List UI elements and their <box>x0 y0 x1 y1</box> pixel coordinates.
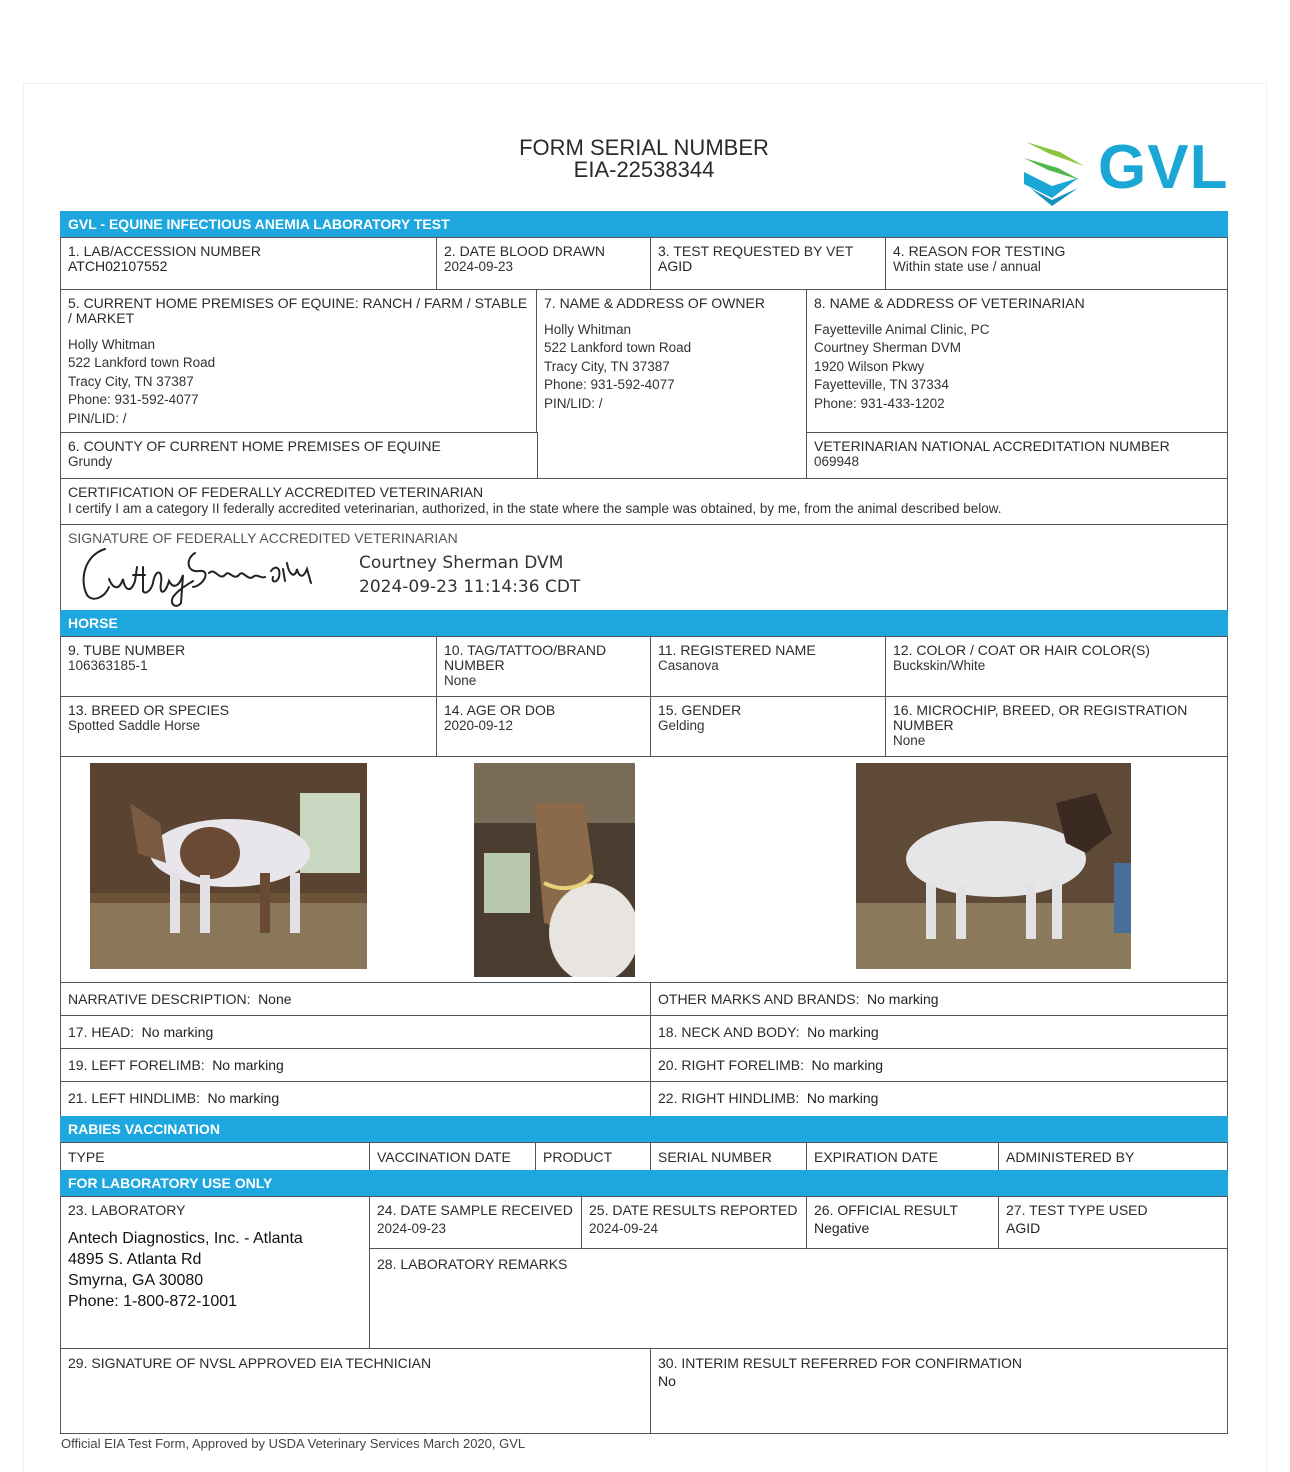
field-value: No <box>658 1373 676 1389</box>
field-label: 19. LEFT FORELIMB: <box>68 1057 205 1073</box>
field-label: 16. MICROCHIP, BREED, OR REGISTRATION NUMBER <box>893 702 1188 733</box>
field-value: AGID <box>658 258 693 274</box>
field-label: OTHER MARKS AND BRANDS: <box>658 991 860 1007</box>
address-line: Tracy City, TN 37387 <box>68 373 194 389</box>
section-rabies: RABIES VACCINATION <box>60 1116 1228 1142</box>
field-value: No marking <box>212 1057 284 1073</box>
field-label: 30. INTERIM RESULT REFERRED FOR CONFIRMATION <box>658 1355 1023 1371</box>
field-registered-name <box>650 636 887 698</box>
handwritten-signature <box>75 539 345 611</box>
field-label: 3. TEST REQUESTED BY VET <box>658 243 854 259</box>
field-value: None <box>258 991 292 1007</box>
field-right-forelimb <box>650 1048 1228 1083</box>
field-other-marks <box>650 982 1228 1017</box>
address-line: Fayetteville Animal Clinic, PC <box>814 322 990 337</box>
field-date-received <box>369 1196 583 1250</box>
address-line: Fayetteville, TN 37334 <box>814 377 949 393</box>
field-label: 5. CURRENT HOME PREMISES OF EQUINE: RANCH / FARM / STABLE / MARKET <box>68 295 528 326</box>
field-breed <box>60 696 438 758</box>
signature-block <box>60 524 1228 612</box>
field-reason-testing <box>885 237 1228 291</box>
rabies-col-vaccination-date <box>369 1142 537 1171</box>
field-left-hindlimb <box>60 1081 652 1117</box>
serial-number: EIA-22538344 <box>573 157 715 182</box>
field-value: Buckskin/White <box>893 658 986 673</box>
horse-photos <box>60 756 1228 984</box>
field-value: No marking <box>141 1024 214 1040</box>
premises-address <box>68 336 530 428</box>
field-label: 21. LEFT HINDLIMB: <box>68 1090 201 1106</box>
field-label: 15. GENDER <box>658 702 742 718</box>
field-date-reported <box>581 1196 808 1250</box>
field-test-requested <box>650 237 887 291</box>
footer-note: Official EIA Test Form, Approved by USDA Veterinary Services March 2020, GVL <box>61 1436 526 1451</box>
rabies-col-expiration <box>806 1142 1000 1171</box>
field-technician-signature <box>60 1348 652 1434</box>
signature-label: SIGNATURE OF FEDERALLY ACCREDITED VETERINARIAN <box>68 530 458 546</box>
field-value: 106363185-1 <box>68 658 148 673</box>
field-value: No marking <box>207 1090 280 1106</box>
field-value: 2024-09-24 <box>589 1221 659 1236</box>
field-gender <box>650 696 887 758</box>
field-label: 13. BREED OR SPECIES <box>68 702 230 718</box>
field-color <box>885 636 1228 698</box>
field-label: 12. COLOR / COAT OR HAIR COLOR(S) <box>893 642 1150 658</box>
horse-photo-center <box>474 763 635 977</box>
field-left-forelimb <box>60 1048 652 1083</box>
field-value: No marking <box>806 1090 879 1106</box>
field-label: 28. LABORATORY REMARKS <box>377 1256 568 1272</box>
field-label: 9. TUBE NUMBER <box>68 642 186 658</box>
field-value: Grundy <box>68 454 113 469</box>
rabies-col-serial <box>650 1142 808 1171</box>
field-value: Negative <box>814 1220 870 1236</box>
field-lab-accession <box>60 237 438 291</box>
address-line: Tracy City, TN 37387 <box>544 358 670 374</box>
field-value: 069948 <box>814 454 860 469</box>
address-line: 522 Lankford town Road <box>544 340 692 356</box>
address-line: Smyrna, GA 30080 <box>68 1272 204 1289</box>
field-label: 1. LAB/ACCESSION NUMBER <box>68 243 261 259</box>
address-line: 522 Lankford town Road <box>68 355 216 371</box>
field-value: ATCH02107552 <box>68 258 168 274</box>
form-serial-block <box>430 137 858 181</box>
field-label: 20. RIGHT FORELIMB: <box>658 1057 804 1073</box>
field-interim-result <box>650 1348 1228 1434</box>
field-accreditation <box>806 432 1228 480</box>
field-narrative <box>60 982 652 1017</box>
certification-text: I certify I am a category II federally accredited veterinarian, authorized, in the state where the sample was obtained, by me, from the animal described below. <box>68 501 1002 516</box>
address-line: Phone: 931-433-1202 <box>814 395 945 411</box>
field-label: 22. RIGHT HINDLIMB: <box>658 1090 800 1106</box>
certification <box>60 478 1228 526</box>
field-owner <box>536 289 808 480</box>
field-value: 2024-09-23 <box>444 259 514 274</box>
field-value: AGID <box>1006 1220 1041 1236</box>
signature-stamp <box>359 551 580 599</box>
field-date-blood-drawn <box>436 237 652 291</box>
field-label: 10. TAG/TATTOO/BRAND NUMBER <box>444 642 607 673</box>
address-line: Antech Diagnostics, Inc. - Atlanta <box>68 1230 303 1247</box>
field-label: VETERINARIAN NATIONAL ACCREDITATION NUMBER <box>814 438 1170 454</box>
column-header: VACCINATION DATE <box>377 1149 511 1165</box>
field-value: 2020-09-12 <box>444 718 514 733</box>
field-label: 6. COUNTY OF CURRENT HOME PREMISES OF EQUINE <box>68 438 441 454</box>
field-value: No marking <box>811 1057 884 1073</box>
field-value: Spotted Saddle Horse <box>68 718 201 733</box>
column-header: TYPE <box>68 1149 105 1165</box>
field-microchip <box>885 696 1228 758</box>
column-header: PRODUCT <box>543 1149 613 1165</box>
column-header: EXPIRATION DATE <box>814 1149 938 1165</box>
address-line: Holly Whitman <box>544 322 632 337</box>
signature-timestamp: 2024-09-23 11:14:36 CDT <box>359 577 581 597</box>
field-label: 27. TEST TYPE USED <box>1006 1202 1148 1218</box>
field-label: 4. REASON FOR TESTING <box>893 243 1066 259</box>
gvl-logo-icon <box>1020 136 1086 206</box>
column-header: ADMINISTERED BY <box>1006 1149 1135 1165</box>
field-head <box>60 1015 652 1050</box>
field-value: Casanova <box>658 658 719 673</box>
column-header: SERIAL NUMBER <box>658 1149 772 1165</box>
field-label: 23. LABORATORY <box>68 1202 186 1218</box>
field-label: 8. NAME & ADDRESS OF VETERINARIAN <box>814 295 1085 311</box>
field-right-hindlimb <box>650 1081 1228 1117</box>
address-line: Phone: 931-592-4077 <box>68 392 199 408</box>
field-official-result <box>806 1196 1000 1250</box>
address-line: 4895 S. Atlanta Rd <box>68 1251 202 1268</box>
field-value: None <box>444 673 477 688</box>
field-tube-number <box>60 636 438 698</box>
vet-address <box>814 321 1220 413</box>
field-label: 29. SIGNATURE OF NVSL APPROVED EIA TECHNICIAN <box>68 1355 432 1371</box>
laboratory-address <box>68 1228 363 1312</box>
field-value: No marking <box>867 991 939 1007</box>
field-label: 17. HEAD: <box>68 1024 135 1040</box>
field-home-premises <box>60 289 538 434</box>
field-value: Gelding <box>658 718 705 733</box>
field-value: No marking <box>807 1024 879 1040</box>
field-veterinarian <box>806 289 1228 434</box>
section-main: GVL - EQUINE INFECTIOUS ANEMIA LABORATORY TEST <box>60 211 1228 237</box>
address-line: Holly Whitman <box>68 337 156 352</box>
section-horse: HORSE <box>60 610 1228 636</box>
gvl-logo <box>1020 132 1235 204</box>
field-tag-number <box>436 636 652 698</box>
horse-photo-left <box>90 763 367 969</box>
rabies-col-type <box>60 1142 371 1171</box>
field-label: 26. OFFICIAL RESULT <box>814 1202 958 1218</box>
field-neck-body <box>650 1015 1228 1050</box>
owner-address <box>544 321 800 413</box>
certification-label: CERTIFICATION OF FEDERALLY ACCREDITED VETERINARIAN <box>68 484 484 500</box>
address-line: Phone: 1-800-872-1001 <box>68 1293 238 1310</box>
signature-name: Courtney Sherman DVM <box>359 553 564 573</box>
address-line: PIN/LID: / <box>544 395 603 411</box>
address-line: Courtney Sherman DVM <box>814 340 962 356</box>
field-label: 2. DATE BLOOD DRAWN <box>444 243 606 259</box>
field-test-type <box>998 1196 1228 1250</box>
field-value: 2024-09-23 <box>377 1221 447 1236</box>
rabies-col-administered-by <box>998 1142 1228 1171</box>
field-label: 25. DATE RESULTS REPORTED <box>589 1202 798 1218</box>
serial-title: FORM SERIAL NUMBER <box>519 135 769 160</box>
field-label: 18. NECK AND BODY: <box>658 1024 800 1040</box>
field-label: 24. DATE SAMPLE RECEIVED <box>377 1202 573 1218</box>
field-lab-remarks <box>369 1248 1228 1350</box>
field-county <box>60 432 538 480</box>
field-value: None <box>893 733 926 748</box>
address-line: 1920 Wilson Pkwy <box>814 358 925 374</box>
field-label: 14. AGE OR DOB <box>444 702 556 718</box>
field-label: 7. NAME & ADDRESS OF OWNER <box>544 295 765 311</box>
section-lab-use: FOR LABORATORY USE ONLY <box>60 1170 1228 1196</box>
horse-photo-right <box>856 763 1131 969</box>
field-value: Within state use / annual <box>893 259 1041 274</box>
rabies-col-product <box>535 1142 652 1171</box>
logo-text: GVL <box>1098 133 1229 202</box>
field-laboratory <box>60 1196 371 1350</box>
address-line: PIN/LID: / <box>68 410 127 426</box>
field-label: 11. REGISTERED NAME <box>658 642 816 658</box>
field-age-dob <box>436 696 652 758</box>
field-label: NARRATIVE DESCRIPTION: <box>68 991 251 1007</box>
address-line: Phone: 931-592-4077 <box>544 377 675 393</box>
